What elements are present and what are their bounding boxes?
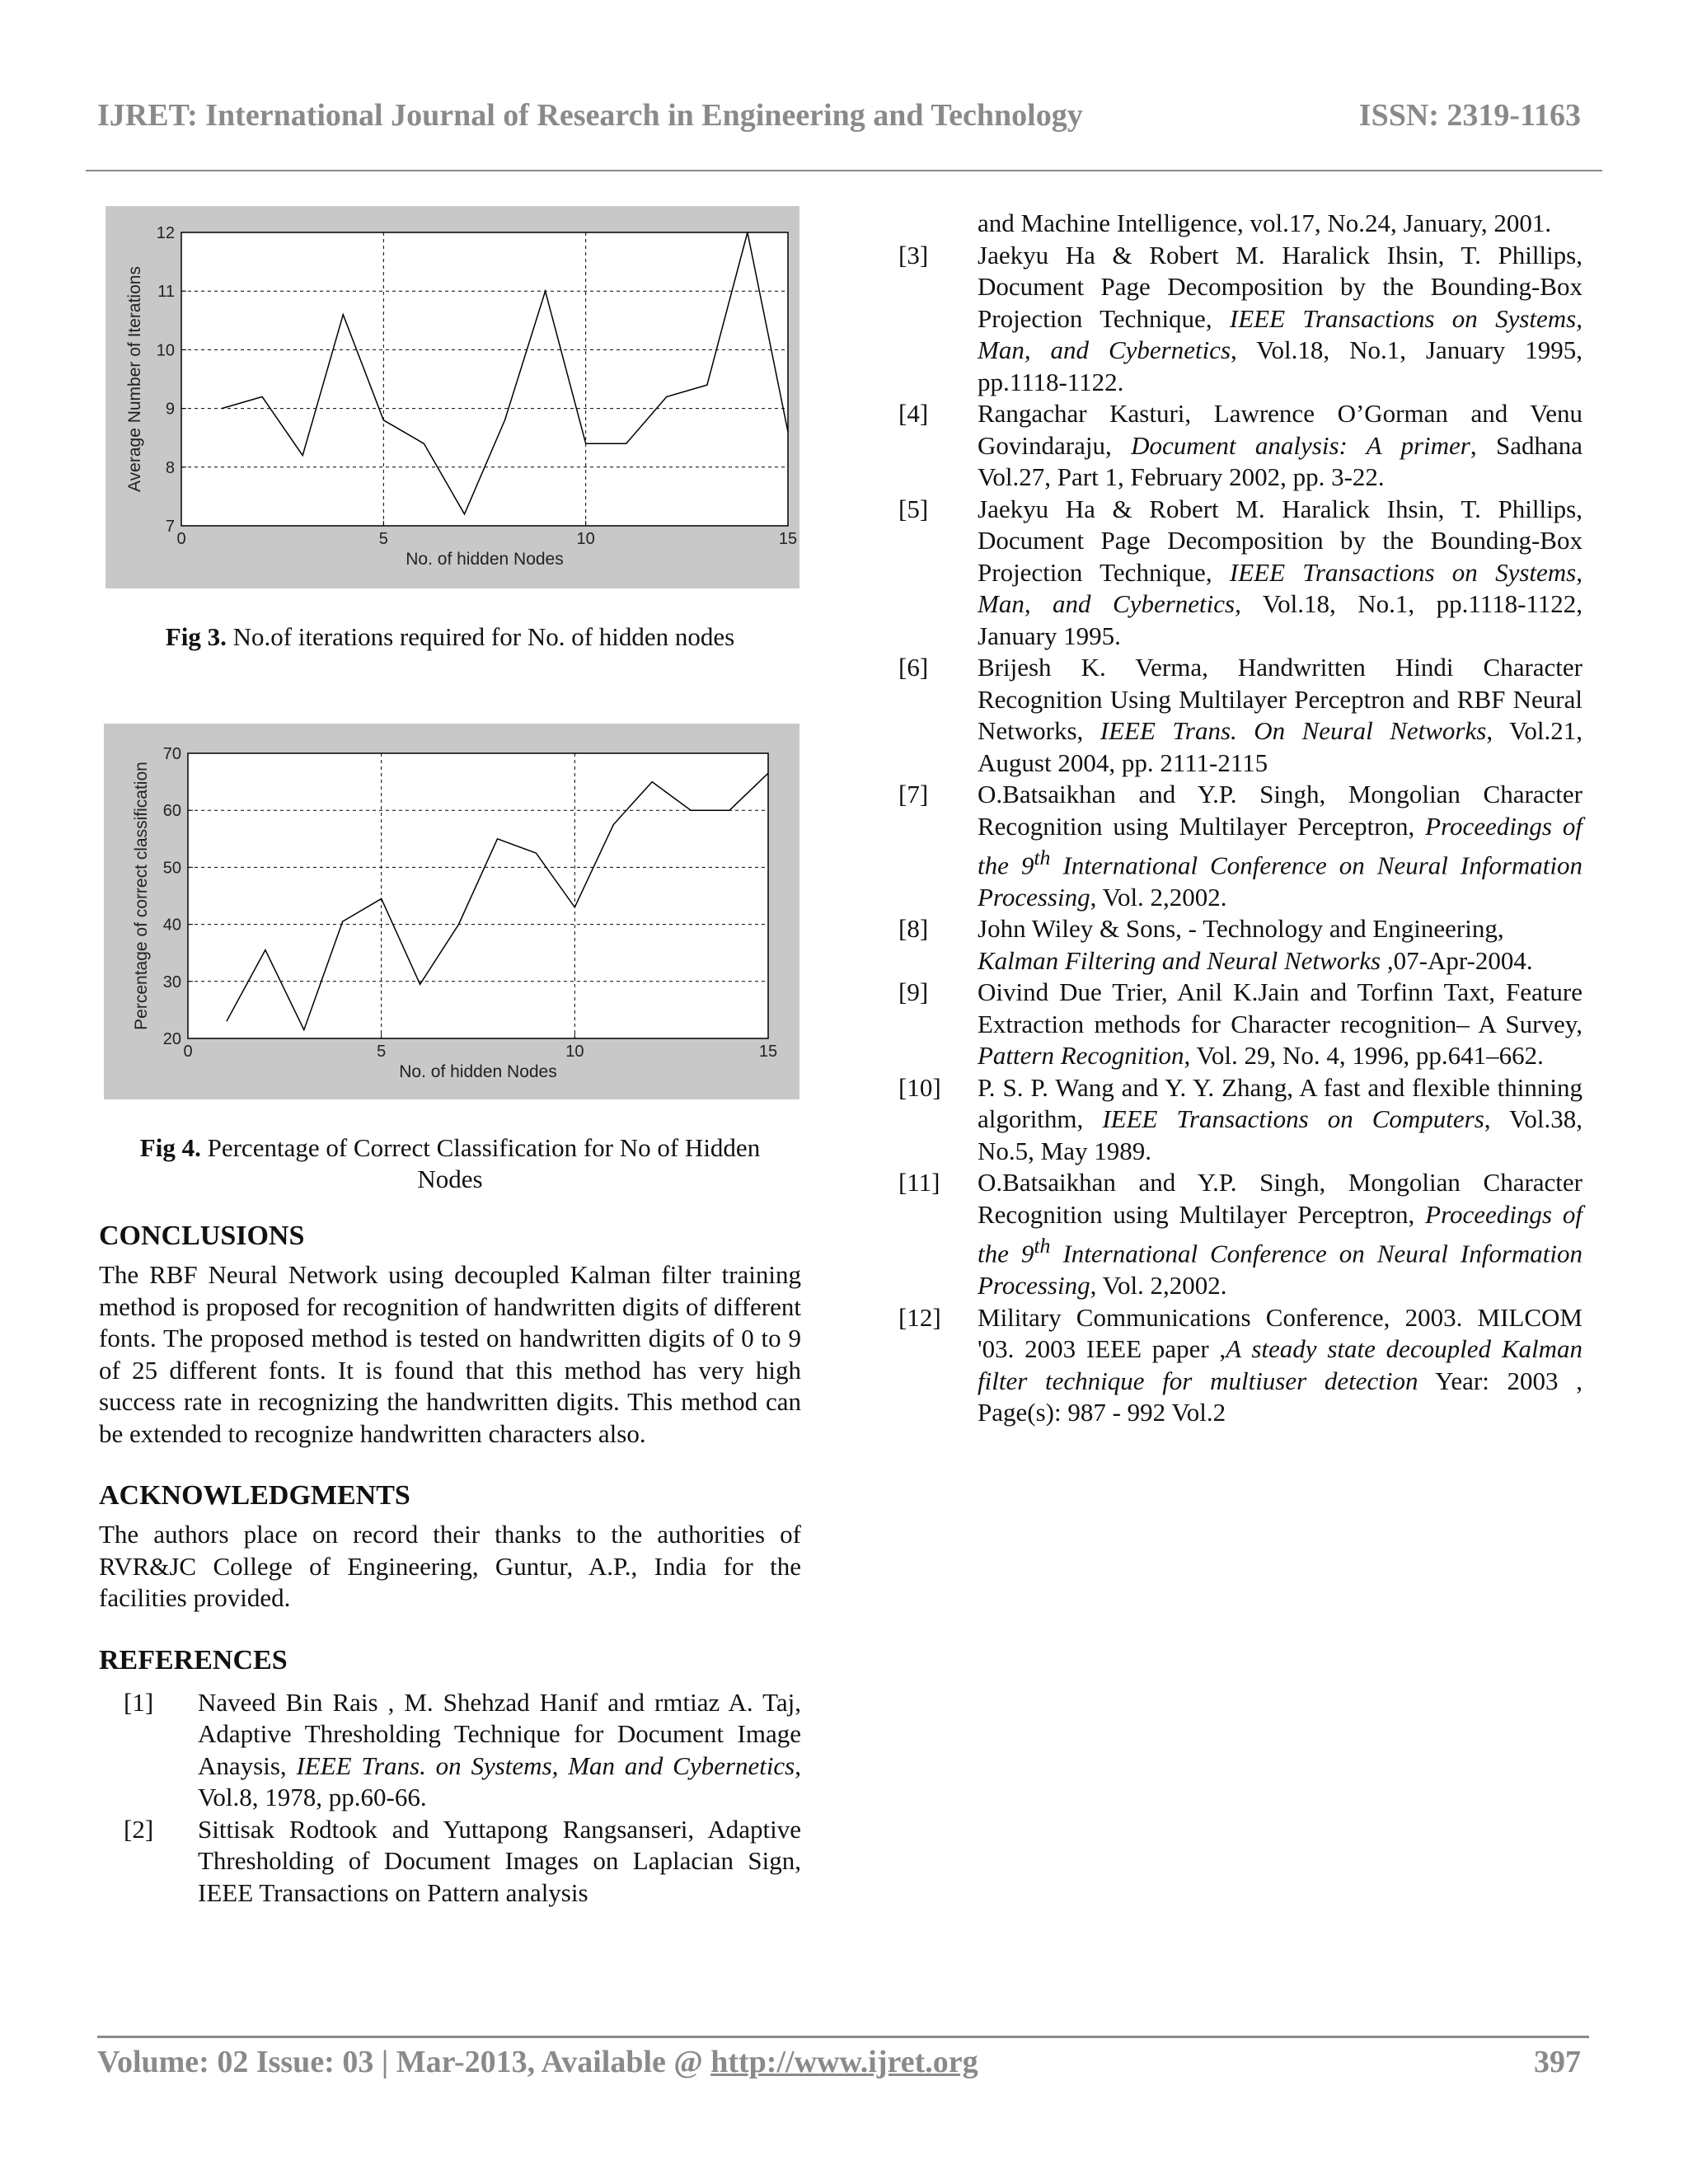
footer-prefix: Volume: 02 Issue: 03 | Mar-2013, Available @ [97,2045,711,2079]
y-tick-label: 70 [162,745,181,763]
y-tick-label: 60 [162,802,181,821]
x-tick-label: 5 [378,530,388,548]
reference-item [99,1687,801,1814]
reference-text: Jaekyu Ha & Robert M. Haralick Ihsin, T. Phillips, Document Page Decomposition by the Bounding-Box Projection Technique, IEEE Transactions on Systems, Man, and Cybernetics, Vol.18, No.1, January 1995, pp.1118-1122. [978,240,1582,396]
fig3-text: No.of iterations required for No. of hidden nodes [226,622,735,651]
x-tick-label: 10 [576,530,595,548]
reference-item [898,913,1582,977]
reference-item [99,1814,801,1910]
reference-number: [6] [898,653,929,682]
reference-number: [7] [898,780,929,808]
x-tick-label: 0 [183,1043,193,1061]
reference-number: [11] [898,1168,940,1197]
right-column [898,208,1582,1429]
reference-item [898,652,1582,779]
reference-text: O.Batsaikhan and Y.P. Singh, Mongolian Character Recognition using Multilayer Perceptron, Proceedings of the 9th International Conference on Neural Information Processing, Vol. 2,2002. [978,1168,1582,1301]
y-tick-label: 50 [162,859,181,878]
fig4-svg [104,724,799,1099]
fig4-text: Percentage of Correct Classification for No of Hidden Nodes [200,1133,761,1193]
journal-link[interactable]: http://www.ijret.org [710,2045,978,2079]
y-axis-label: Percentage of correct classification [132,762,151,1030]
reference-number: [8] [898,914,929,944]
y-tick-label: 10 [156,341,175,360]
journal-title: IJRET: International Journal of Research in Engineering and Technology [97,98,1083,133]
acknowledgments-heading: ACKNOWLEDGMENTS [99,1480,410,1511]
reference-number: [12] [898,1302,941,1332]
reference-number: [2] [124,1814,154,1844]
y-tick-label: 30 [162,972,181,991]
plot-area [188,753,768,1038]
references-list-left [99,1687,801,1910]
x-tick-label: 5 [377,1043,387,1061]
reference-number: [10] [898,1072,941,1102]
conclusions-text: The RBF Neural Network using decoupled Kalman filter training method is proposed for recognition of handwritten digits of different fonts. The proposed method is tested on handwritten digits of 0 to 9 of 25 different fonts. It is found that this method has very high success rate in recognizing the handwritten digits. This method can be extended to recognize handwritten characters also. [99,1260,801,1448]
reference-text: Rangachar Kasturi, Lawrence O’Gorman and Venu Govindaraju, Document analysis: A primer, Sadhana Vol.27, Part 1, February 2002, pp. 3-22. [978,399,1582,491]
reference-text: Jaekyu Ha & Robert M. Haralick Ihsin, T. Phillips, Document Page Decomposition by the Bounding-Box Projection Technique, IEEE Transactions on Systems, Man, and Cybernetics, Vol.18, No.1, pp.1118-1122, January 1995. [978,494,1583,650]
x-tick-label: 15 [758,1043,778,1061]
reference-text: Sittisak Rodtook and Yuttapong Rangsanseri, Adaptive Thresholding of Document Images on Laplacian Sign, IEEE Transactions on Pattern analysis [198,1814,801,1907]
fig3-chart [106,206,799,588]
references-heading: REFERENCES [99,1644,288,1675]
reference-text: Military Communications Conference, 2003. MILCOM '03. 2003 IEEE paper ,A steady state decoupled Kalman filter technique for multiuser detection Year: 2003 , Page(s): 987 - 992 Vol.2 [978,1302,1582,1427]
y-tick-label: 12 [156,224,175,242]
reference-continuation: and Machine Intelligence, vol.17, No.24, January, 2001. [978,209,1552,237]
reference-text: P. S. P. Wang and Y. Y. Zhang, A fast and flexible thinning algorithm, IEEE Transactions on Computers, Vol.38, No.5, May 1989. [978,1072,1582,1165]
reference-text: John Wiley & Sons, - Technology and Engineering, Kalman Filtering and Neural Networks ,07-Apr-2004. [978,914,1533,975]
acknowledgments-text: The authors place on record their thanks to the authorities of RVR&JC College of Engineering, Guntur, A.P., India for the facilities provided. [99,1520,801,1612]
reference-number: [1] [124,1687,154,1717]
y-tick-label: 20 [162,1030,181,1048]
y-tick-label: 7 [165,518,175,536]
x-axis-label: No. of hidden Nodes [406,550,564,569]
x-axis-label: No. of hidden Nodes [399,1062,557,1081]
footer-volume-info [97,2044,978,2080]
x-tick-label: 10 [565,1043,584,1061]
fig4-chart [104,724,799,1099]
reference-number: [4] [898,399,929,428]
reference-item [898,1167,1582,1301]
reference-text: Naveed Bin Rais , M. Shehzad Hanif and rmtiaz A. Taj, Adaptive Thresholding Technique for Document Image Anaysis, IEEE Trans. on Systems, Man and Cybernetics, Vol.8, 1978, pp.60-66. [198,1687,802,1811]
reference-item [898,1302,1582,1429]
reference-text: Brijesh K. Verma, Handwritten Hindi Character Recognition Using Multilayer Perceptron and RBF Neural Networks, IEEE Trans. On Neural Networks, Vol.21, August 2004, pp. 2111-2115 [978,653,1582,777]
y-tick-label: 8 [165,458,175,477]
page-number: 397 [1534,2045,1581,2079]
reference-item [898,494,1582,653]
x-tick-label: 0 [176,530,186,548]
y-tick-label: 11 [157,283,175,302]
y-tick-label: 9 [165,400,175,419]
issn: ISSN: 2319-1163 [1358,98,1581,133]
y-axis-label: Average Number of Iterations [125,266,144,492]
fig3-svg [106,206,799,588]
fig4-label: Fig 4. [139,1133,201,1162]
footer-divider [97,2036,1589,2038]
left-column [99,206,801,1909]
reference-text: O.Batsaikhan and Y.P. Singh, Mongolian Character Recognition using Multilayer Perceptron, Proceedings of the 9th International Conference on Neural Information Processing, Vol. 2,2002. [978,780,1582,912]
reference-number: [9] [898,977,929,1007]
fig3-label: Fig 3. [165,622,227,651]
reference-text: Oivind Due Trier, Anil K.Jain and Torfinn Taxt, Feature Extraction methods for Character recognition– A Survey, Pattern Recognition, Vol. 29, No. 4, 1996, pp.641–662. [978,977,1582,1071]
reference-item [898,240,1582,399]
reference-item [898,1072,1582,1168]
x-tick-label: 15 [778,530,798,548]
references-list-right [898,240,1582,1429]
plot-area [181,232,788,526]
header-divider [86,170,1602,171]
fig4-caption [99,1132,801,1195]
reference-item [898,398,1582,494]
reference-number: [3] [898,240,929,269]
conclusions-heading: CONCLUSIONS [99,1221,305,1251]
reference-item [898,977,1582,1072]
fig3-caption [99,621,801,653]
reference-number: [5] [898,494,929,523]
y-tick-label: 40 [162,916,181,935]
reference-item [898,779,1582,913]
